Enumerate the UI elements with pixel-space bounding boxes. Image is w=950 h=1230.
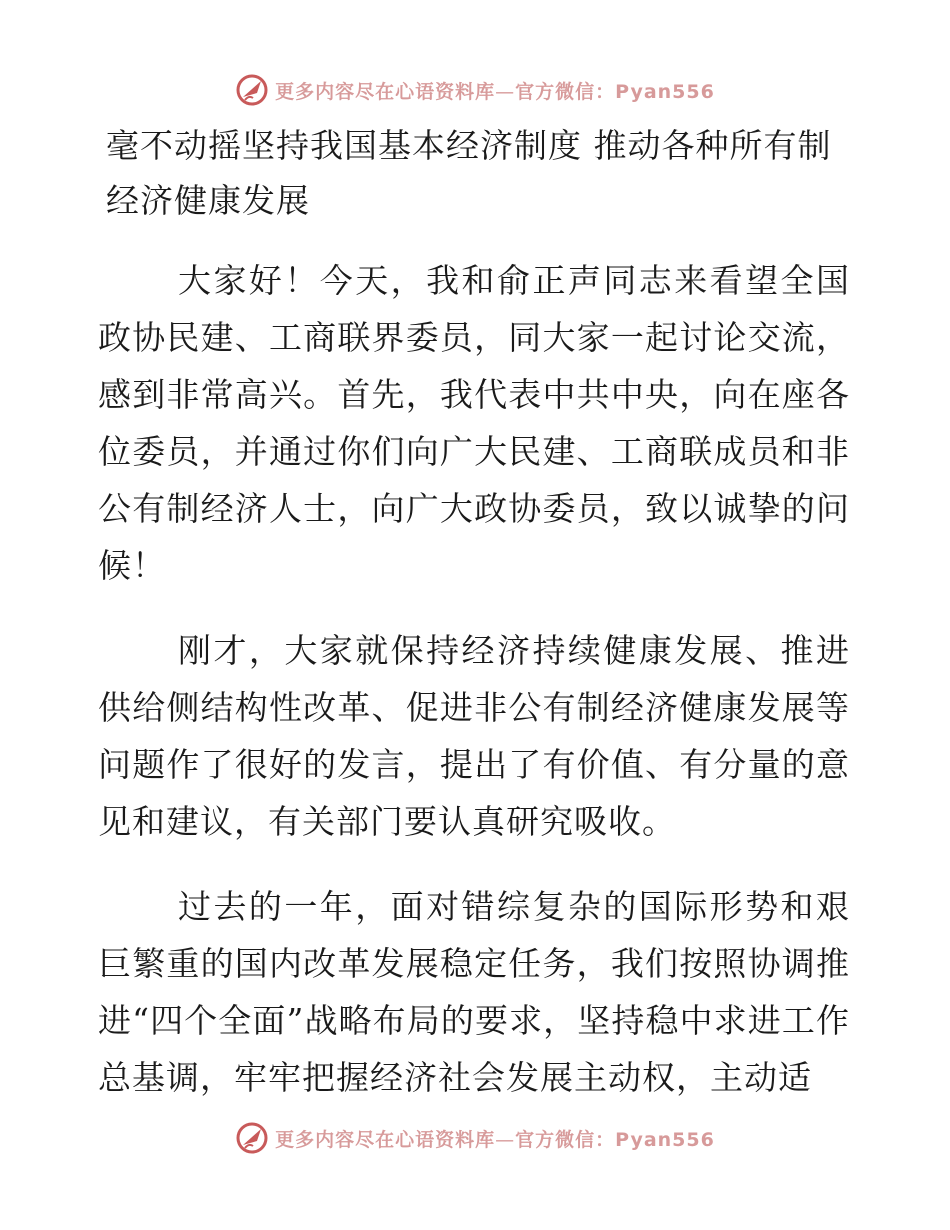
document-body xyxy=(98,118,850,1106)
quill-logo-icon xyxy=(235,73,269,107)
paragraph-1: 大家好！今天，我和俞正声同志来看望全国政协民建、工商联界委员，同大家一起讨论交流，感到非常高兴。首先，我代表中共中央，向在座各位委员，并通过你们向广大民建、工商联成员和非公有制经济人士，向广大政协委员，致以诚挚的问候！ xyxy=(98,261,850,585)
header-banner xyxy=(0,70,950,110)
banner-text: 更多内容尽在心语资料库—官方微信：Pyan556 xyxy=(275,1128,715,1151)
quill-logo-icon xyxy=(235,1121,269,1155)
paragraph-3: 过去的一年，面对错综复杂的国际形势和艰巨繁重的国内改革发展稳定任务，我们按照协调推进“四个全面”战略布局的要求，坚持稳中求进工作总基调，牢牢把握经济社会发展主动权，主动适 xyxy=(98,887,850,1097)
paragraph-2: 刚才，大家就保持经济持续健康发展、推进供给侧结构性改革、促进非公有制经济健康发展等问题作了很好的发言，提出了有价值、有分量的意见和建议，有关部门要认真研究吸收。 xyxy=(98,631,850,841)
footer-banner xyxy=(0,1118,950,1158)
document-title: 毫不动摇坚持我国基本经济制度 推动各种所有制经济健康发展 xyxy=(106,126,832,220)
banner-text: 更多内容尽在心语资料库—官方微信：Pyan556 xyxy=(275,80,715,103)
